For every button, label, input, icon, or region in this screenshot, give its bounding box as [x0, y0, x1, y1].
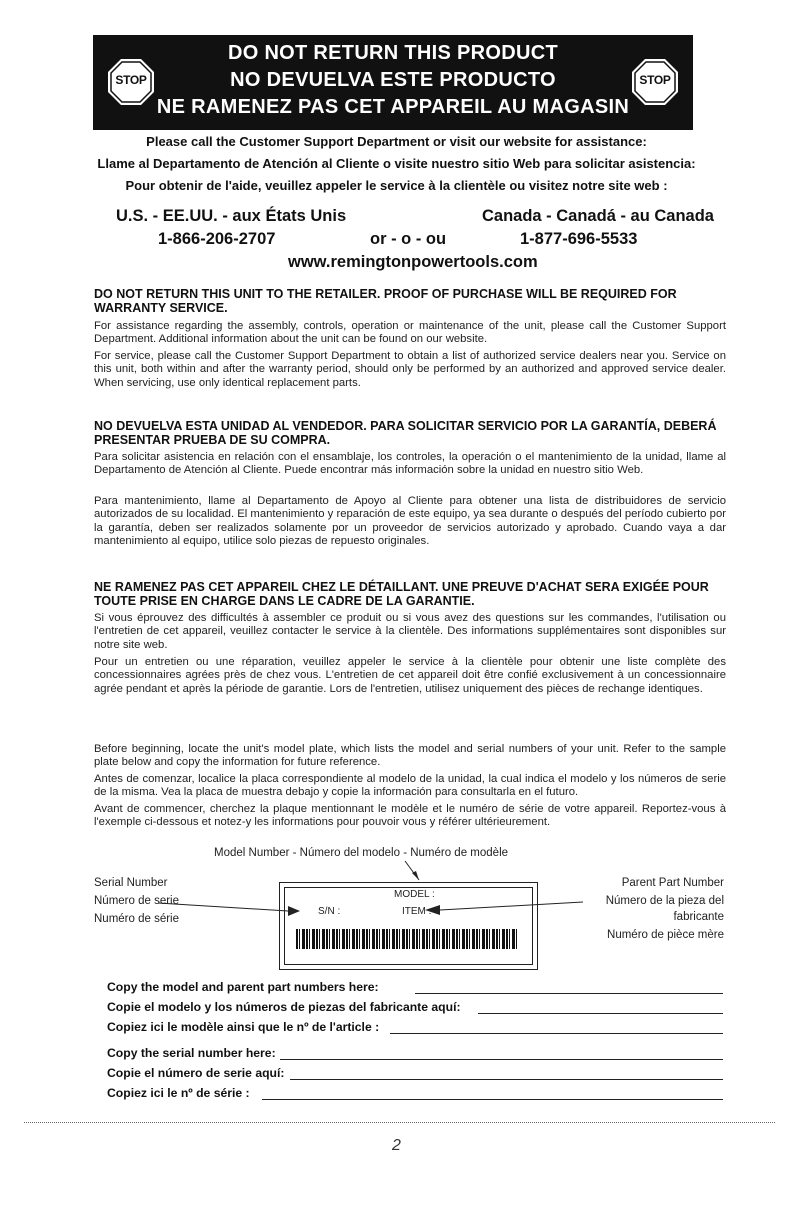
footer-divider [24, 1122, 775, 1123]
paragraph-en-1: For assistance regarding the assembly, controls, operation or maintenance of the unit, please call the Customer Support Department. Additional information about the unit can be found on our website. [94, 320, 726, 346]
heading-es: NO DEVUELVA ESTA UNIDAD AL VENDEDOR. PARA SOLICITAR SERVICIO POR LA GARANTÍA, DEBERÁ PRESENTAR PRUEBA DE SU COMPRA. [94, 419, 717, 447]
copy-model-label-en: Copy the model and parent part numbers here: [107, 980, 379, 994]
plate-barcode [296, 929, 517, 949]
model-write-line[interactable] [478, 1013, 723, 1014]
model-plate-instructions-fr: Avant de commencer, cherchez la plaque mentionnant le modèle et le numéro de série de votre appareil. Reportez-vous à l'exemple ci-dessous et notez-y les informations pour pouvoir vous y référer ultérieurement. [94, 803, 726, 829]
parent-part-label-es-1: Número de la pieza del [605, 895, 724, 907]
banner-title-es: NO DEVUELVA ESTE PRODUCTO [230, 69, 556, 91]
paragraph-fr-1: Si vous éprouvez des difficultés à assembler ce produit ou si vous avez des questions sur les commandes, l'utilisation ou l'entretien de cet appareil, veuillez contacter le service à la clientèle. Des informations supplémentaires sont disponibles sur notre site web. [94, 612, 726, 651]
copy-model-label-es: Copie el modelo y los números de piezas del fabricante aquí: [107, 1000, 461, 1014]
copy-model-label-fr: Copiez ici le modèle ainsi que le nº de l'article : [107, 1020, 380, 1034]
stop-sign-text: STOP [639, 73, 671, 87]
model-plate-instructions-en: Before beginning, locate the unit's model plate, which lists the model and serial numbers of your unit. Refer to the sample plate below and copy the information for future reference. [94, 743, 726, 769]
parent-part-label-en: Parent Part Number [621, 877, 724, 889]
assist-text-en: Please call the Customer Support Department or visit our website for assistance: [146, 134, 647, 149]
model-write-line[interactable] [390, 1033, 723, 1034]
stop-sign-text: STOP [115, 73, 147, 87]
serial-number-label-es: Número de serie [94, 895, 180, 907]
canada-phone: 1-877-696-5533 [520, 230, 638, 248]
parent-part-label-es-2: fabricante [673, 911, 724, 923]
model-number-caption: Model Number - Número del modelo - Numéro de modèle [214, 847, 509, 859]
serial-write-line[interactable] [262, 1099, 723, 1100]
website-link[interactable]: www.remingtonpowertools.com [288, 253, 538, 271]
or-separator: or - o - ou [370, 230, 447, 248]
us-label: U.S. - EE.UU. - aux États Unis [116, 207, 347, 225]
heading-fr: NE RAMENEZ PAS CET APPAREIL CHEZ LE DÉTAILLANT. UNE PREUVE D'ACHAT SERA EXIGÉE POUR TOUTE PRISE EN CHARGE DANS LE CADRE DE LA GARANTIE. [94, 580, 709, 608]
serial-write-line[interactable] [290, 1079, 723, 1080]
plate-item-field: ITEM : [402, 906, 432, 917]
copy-serial-label-en: Copy the serial number here: [107, 1046, 276, 1060]
serial-write-line[interactable] [280, 1059, 723, 1060]
serial-number-label-fr: Numéro de série [94, 913, 180, 925]
model-plate-instructions-es: Antes de comenzar, localice la placa correspondiente al modelo de la unidad, la cual indica el modelo y los números de serie de la misma. Vea la placa de muestra debajo y copie la información para consultarla en el futuro. [94, 773, 726, 799]
model-write-line[interactable] [415, 993, 723, 994]
copy-serial-label-es: Copie el número de serie aquí: [107, 1066, 285, 1080]
plate-serial-field: S/N : [318, 906, 341, 917]
paragraph-es-1: Para solicitar asistencia en relación con el ensamblaje, los controles, la operación o el mantenimiento de la unidad, llame al Departamento de Atención al Cliente. Puede encontrar más información sobre la unidad en nuestro sitio Web. [94, 451, 726, 477]
banner-title-en: DO NOT RETURN THIS PRODUCT [227, 42, 559, 64]
plate-model-field: MODEL : [394, 889, 435, 900]
copy-serial-label-fr: Copiez ici le nº de série : [107, 1086, 250, 1100]
paragraph-es-2: Para mantenimiento, llame al Departamento de Apoyo al Cliente para obtener una lista de distribuidores de servicio autorizados de su localidad. El mantenimiento y reparación de este equipo, ya sea durante o después del período cubierto por la garantía, deben ser realizados solamente por un proveedor de servicios autorizado y aprobado. Cuando vaya a dar mantenimiento al equipo, utilice solo piezas de repuesto originales. [94, 495, 726, 547]
sample-model-plate [279, 882, 538, 970]
heading-en: DO NOT RETURN THIS UNIT TO THE RETAILER. PROOF OF PURCHASE WILL BE REQUIRED FOR WARRANTY SERVICE. [94, 287, 677, 315]
assist-text-fr: Pour obtenir de l'aide, veuillez appeler le service à la clientèle ou visitez notre site web : [125, 178, 668, 193]
us-phone: 1-866-206-2707 [158, 230, 276, 248]
assist-text-es: Llame al Departamento de Atención al Cliente o visite nuestro sitio Web para solicitar asistencia: [97, 156, 696, 171]
canada-label: Canada - Canadá - au Canada [482, 207, 714, 225]
serial-number-label-en: Serial Number [94, 877, 168, 889]
page-number: 2 [392, 1137, 401, 1154]
paragraph-fr-2: Pour un entretien ou une réparation, veuillez appeler le service à la clientèle pour obtenir une liste complète des concessionnaires agrées près de chez vous. L'entretien de cet appareil doit être confié exclusivement à un concessionnaire agrée pendant et après la période de garantie. Lors de l'entretien, utilisez uniquement des pièces de rechange identiques. [94, 656, 726, 695]
paragraph-en-2: For service, please call the Customer Support Department to obtain a list of authorized service dealers near you. Service on this unit, both within and after the warranty period, should only be performed by an authorized and approved service dealer. When servicing, use only identical replacement parts. [94, 350, 726, 389]
parent-part-label-fr: Numéro de pièce mère [607, 929, 724, 941]
banner-title-fr: NE RAMENEZ PAS CET APPAREIL AU MAGASIN [156, 96, 630, 118]
